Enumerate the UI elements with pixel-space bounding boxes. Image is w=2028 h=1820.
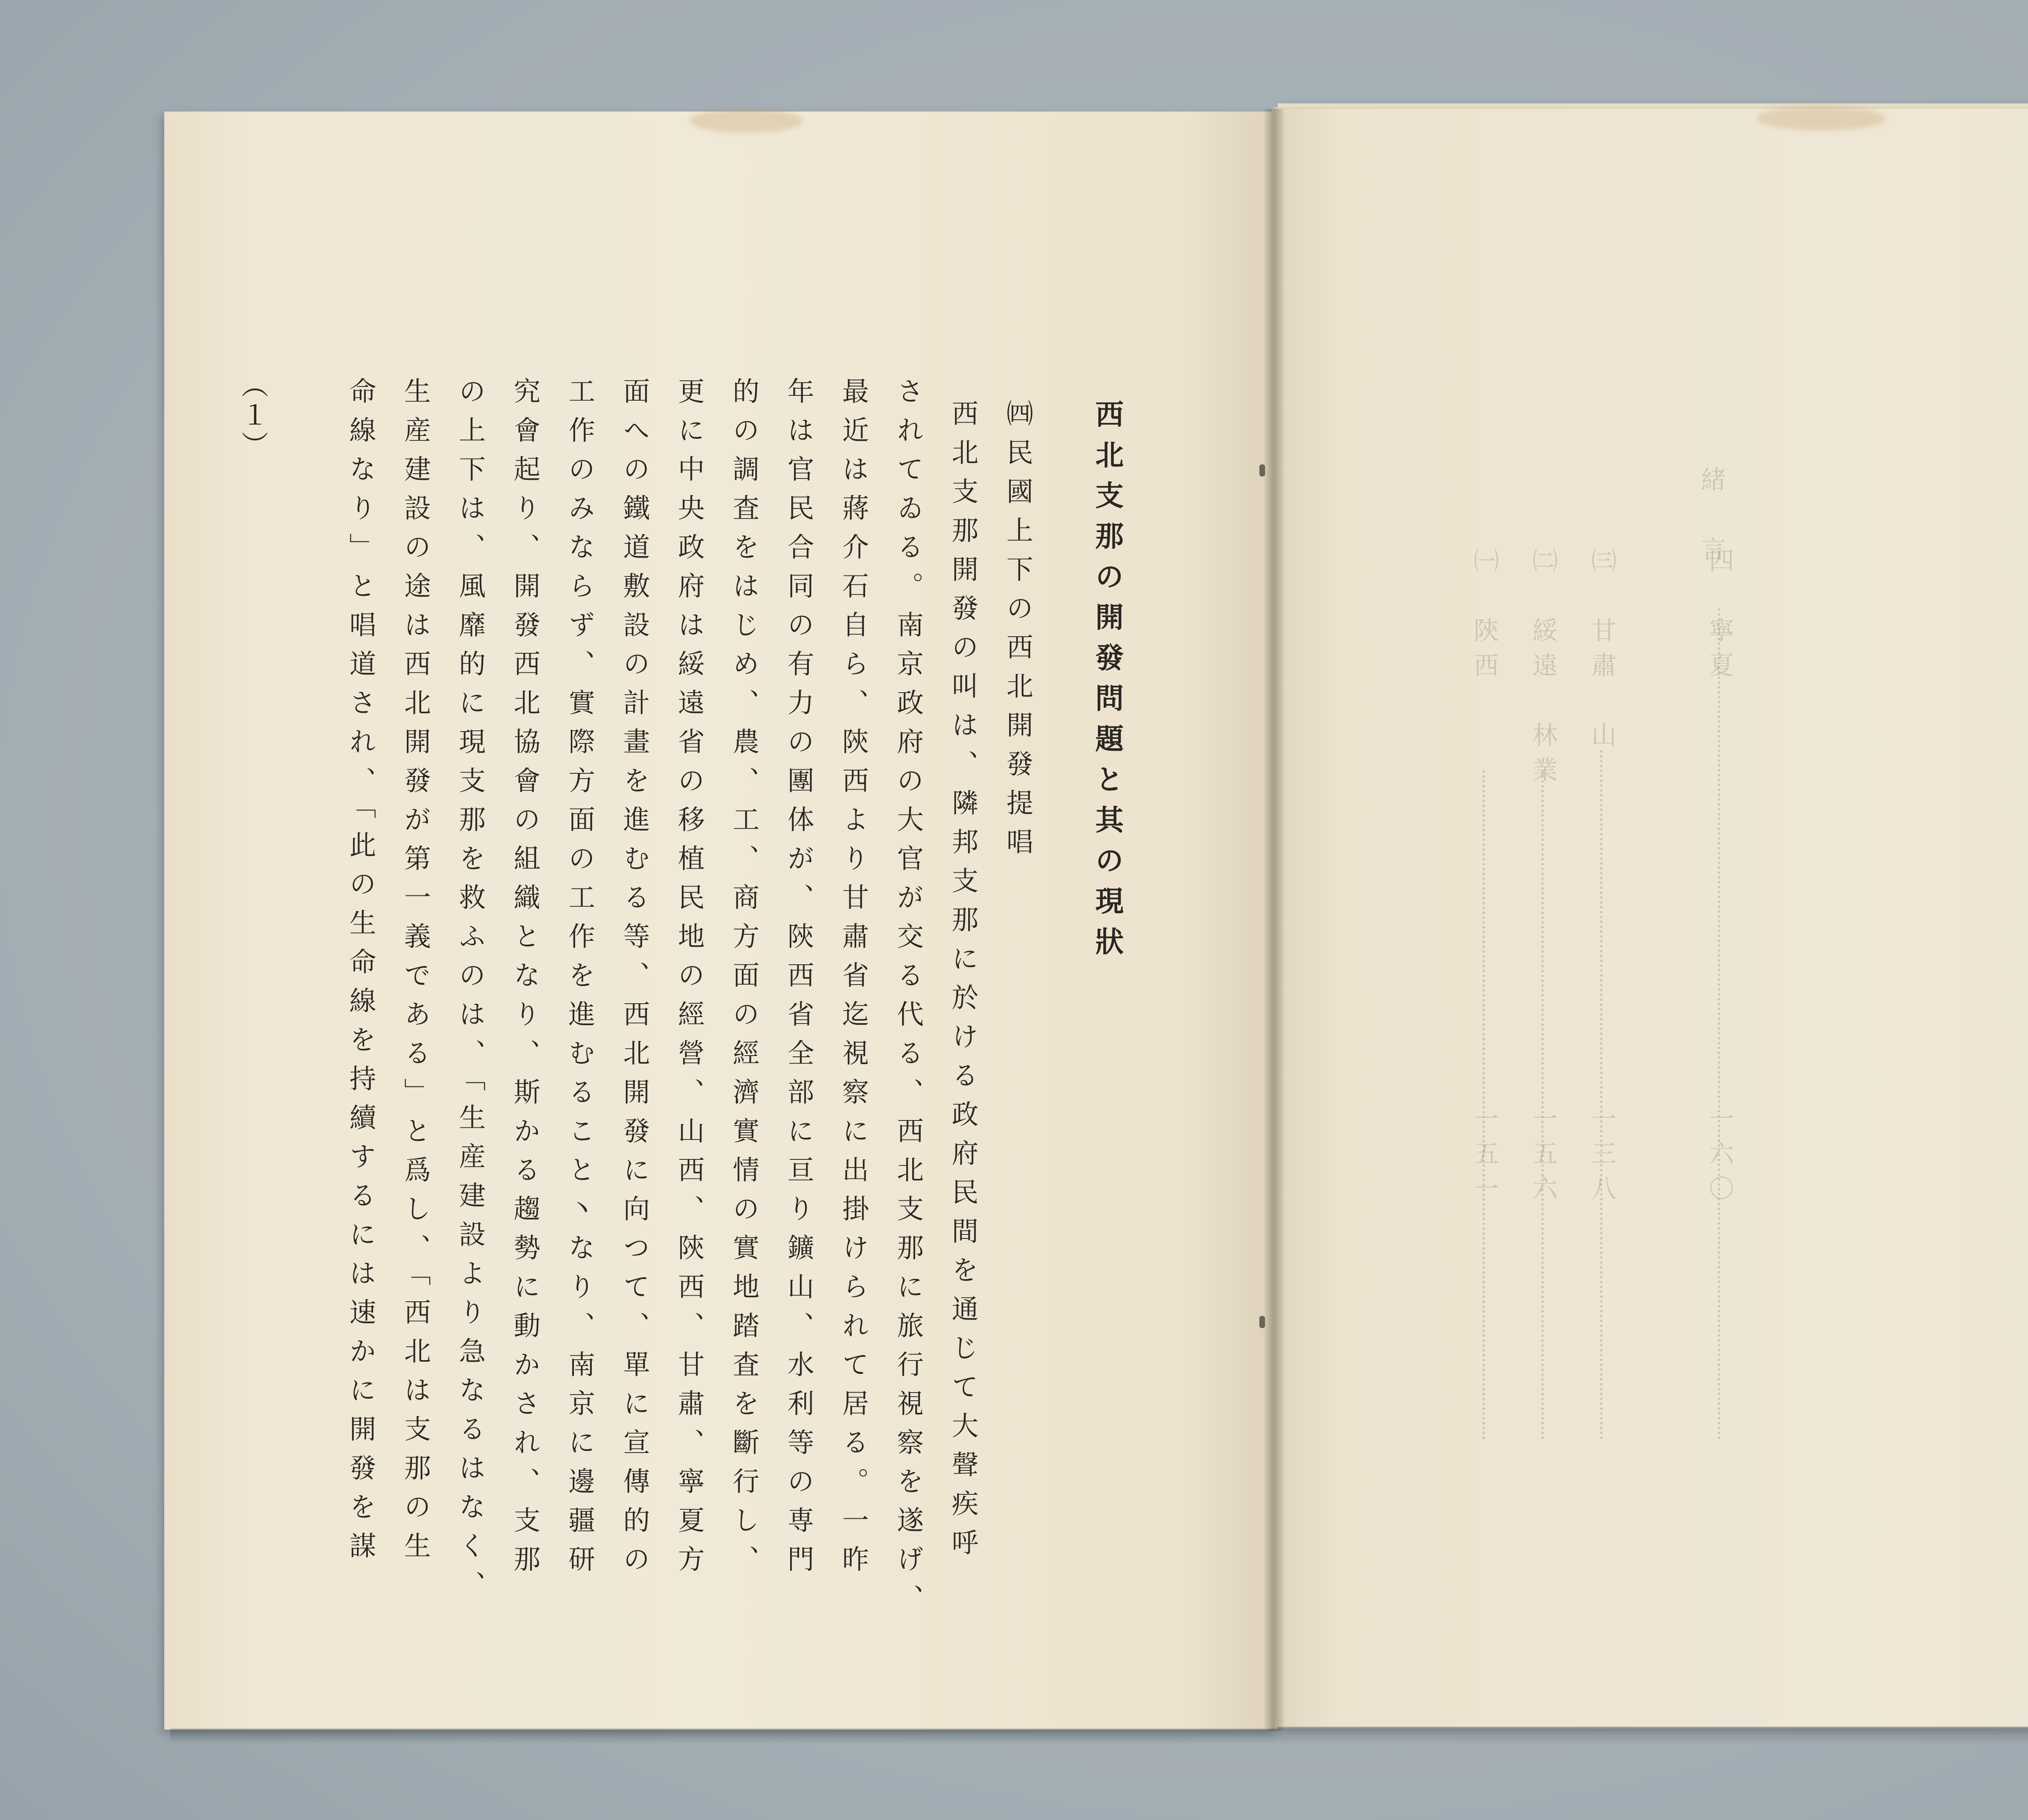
bleed-toc-entry-3: ㈡ 綏遠 林業 一五六 bbox=[1528, 547, 1558, 1210]
page-number: （１） bbox=[237, 371, 268, 461]
bleed-toc-entry-2: ㈢ 甘肅 山 一三八 bbox=[1587, 547, 1617, 1210]
text-column-10: の上下は、風靡的に現支那を救ふのは、「生産建設より急なるはなく、 bbox=[454, 377, 486, 1610]
paper-stain bbox=[690, 109, 803, 133]
text-column-3: 最近は蔣介石自ら、陝西より甘肅省迄視察に出掛けられて居る。一昨 bbox=[838, 377, 869, 1584]
text-column-8: 工作のみならず、實際方面の工作を進むること丶なり、南京に邊疆研 bbox=[564, 377, 595, 1584]
bleed-toc-entry-4: ㈠ 陝西 一五一 bbox=[1469, 547, 1499, 1210]
bleed-toc-preface: 緒 言 bbox=[1697, 466, 1726, 571]
text-column-9: 究會起り、開發西北協會の組織となり、斯かる趨勢に動かされ、支那 bbox=[509, 377, 540, 1584]
book-shadow bbox=[170, 1728, 2028, 1745]
text-column-1: 西北支那開發の叫は、隣邦支那に於ける政府民間を通じて大聲疾呼 bbox=[947, 399, 978, 1567]
section-subheading: ㈣民國上下の西北開發提唱 bbox=[1002, 399, 1033, 867]
text-column-4: 年は官民合同の有力の團体が、陝西省全部に亘り鑛山、水利等の専門 bbox=[783, 377, 814, 1584]
text-column-2: されてゐる。南京政府の大官が交る代る、西北支那に旅行視察を遂げ、 bbox=[892, 377, 924, 1623]
chapter-heading: 西北支那の開發問題と其の現狀 bbox=[1091, 399, 1124, 967]
leader-dots-3 bbox=[1541, 770, 1548, 1440]
leader-dots-1 bbox=[1718, 608, 1724, 1440]
text-column-7: 面への鐵道敷設の計畫を進むる等、西北開發に向つて、單に宣傳的の bbox=[619, 377, 650, 1584]
book-gutter bbox=[1263, 109, 1284, 1731]
text-column-5: 的の調査をはじめ、農、工、商方面の經濟實情の實地踏査を斷行し、 bbox=[728, 377, 759, 1584]
leader-dots-4 bbox=[1482, 770, 1489, 1440]
paper-stain-right bbox=[1756, 106, 1886, 131]
bleed-toc-entry-1: 四 寧夏 一六〇 bbox=[1705, 547, 1734, 1210]
text-column-6: 更に中央政府は綏遠省の移植民地の經營、山西、陝西、甘肅、寧夏方 bbox=[673, 377, 705, 1584]
text-column-11: 生産建設の途は西北開發が第一義である」と爲し、「西北は支那の生 bbox=[400, 377, 431, 1571]
right-page bbox=[1272, 109, 2028, 1727]
binding-stitch-bottom bbox=[1259, 1316, 1265, 1328]
leader-dots-2 bbox=[1600, 750, 1607, 1440]
binding-stitch-top bbox=[1259, 464, 1265, 476]
text-column-12: 命線なり」と唱道され、「此の生命線を持續するには速かに開發を謀 bbox=[345, 377, 376, 1571]
